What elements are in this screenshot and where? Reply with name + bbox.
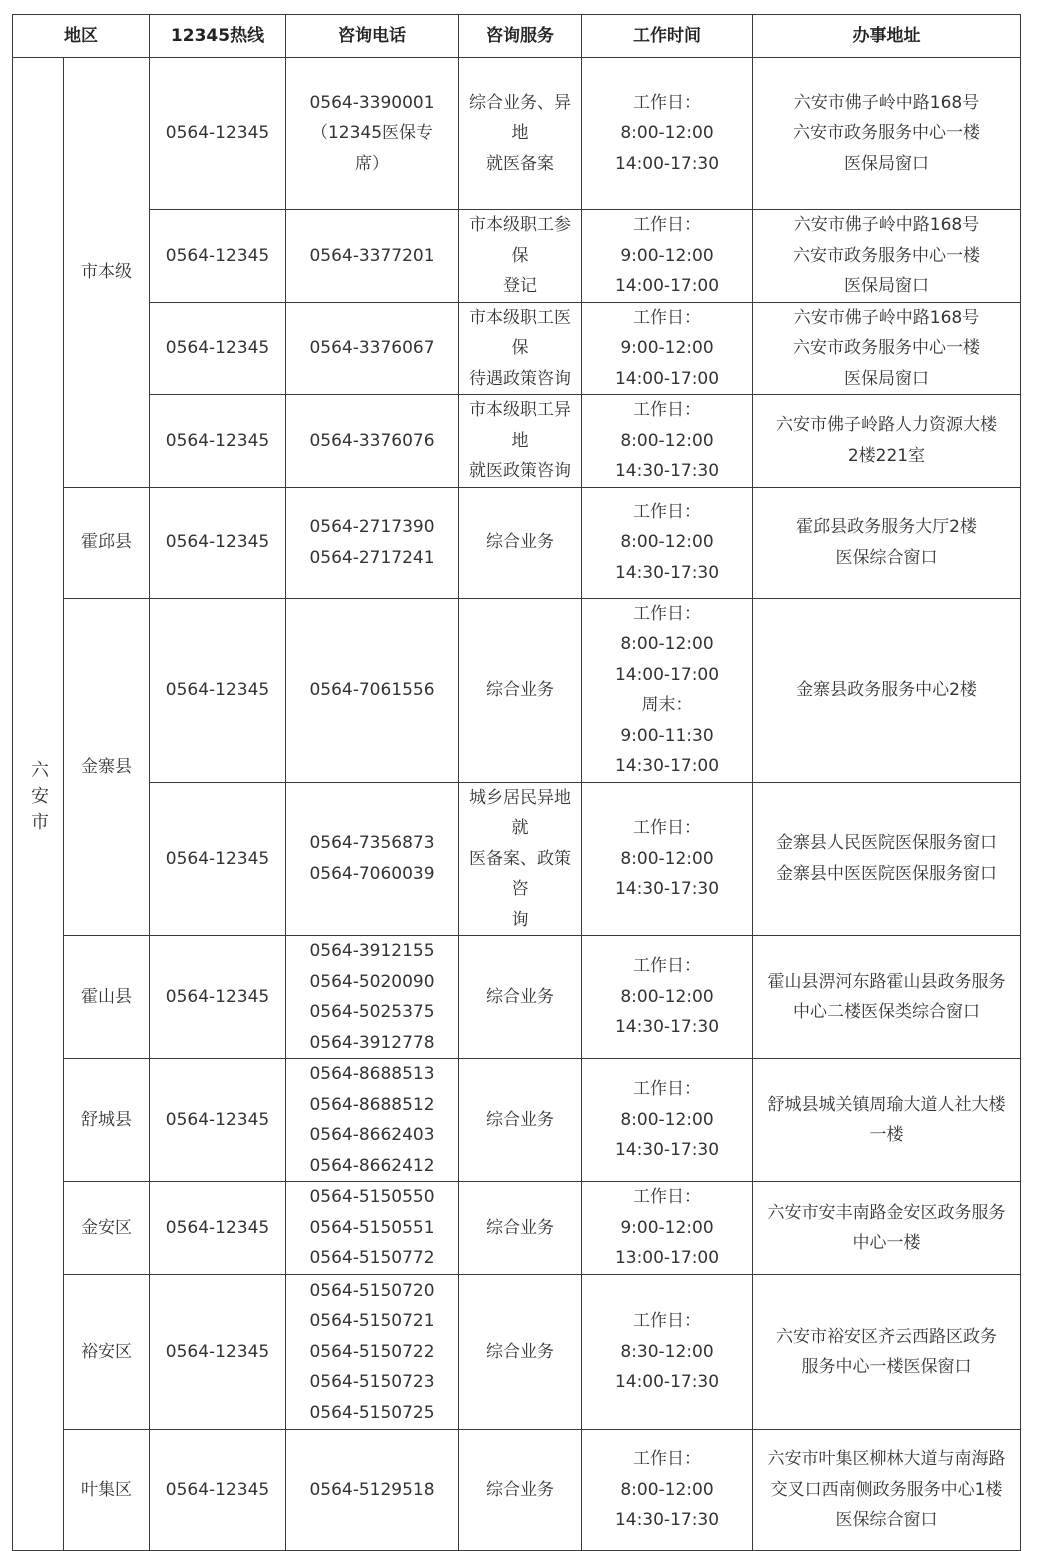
hours-cell-line: 工作日：	[633, 501, 701, 522]
phone-cell-line: 0564-5150772	[309, 1248, 435, 1269]
phone-cell	[286, 1430, 459, 1551]
hours-cell	[582, 210, 753, 303]
hours-cell-line: 工作日：	[633, 956, 701, 977]
service-cell	[459, 302, 582, 395]
service-cell-line: 市本级职工参保	[469, 215, 571, 266]
address-cell-line: 六安市叶集区柳林大道与南海路	[767, 1449, 1006, 1470]
hours-cell-line: 14:00-17:00	[614, 368, 720, 389]
service-cell-line: 综合业务	[486, 1109, 554, 1130]
service-cell	[459, 1059, 582, 1182]
address-cell	[753, 782, 1021, 936]
address-cell	[753, 395, 1021, 488]
address-cell-line: 六安市佛子岭中路168号	[793, 307, 980, 328]
hours-cell-line: 8:00-12:00	[620, 1109, 714, 1130]
table-row	[13, 936, 1021, 1059]
address-cell-line: 六安市政务服务中心一楼	[793, 123, 980, 144]
address-cell-line: 2楼221室	[847, 445, 926, 466]
service-cell	[459, 598, 582, 782]
hotline-cell: 0564-12345	[150, 395, 286, 488]
address-cell-line: 医保局窗口	[844, 368, 929, 389]
phone-cell-line: 0564-5020090	[309, 971, 435, 992]
district-cell: 金寨县	[64, 598, 150, 936]
table-row	[13, 782, 1021, 936]
phone-cell-line: 0564-5150720	[309, 1280, 435, 1301]
address-cell	[753, 1059, 1021, 1182]
address-cell-line: 医保局窗口	[844, 153, 929, 174]
address-cell-line: 金寨县中医医院医保服务窗口	[776, 863, 997, 884]
address-cell-line: 金寨县政务服务中心2楼	[796, 679, 977, 700]
address-cell-line: 六安市政务服务中心一楼	[793, 245, 980, 266]
hours-cell-line: 工作日：	[633, 818, 701, 838]
phone-cell-line: 0564-2717390	[309, 517, 435, 537]
phone-cell-line: 0564-5150725	[309, 1402, 435, 1423]
hours-cell-line: 8:00-12:00	[620, 848, 714, 869]
hours-cell-line: 9:00-11:30	[620, 725, 714, 746]
service-cell	[459, 58, 582, 210]
hotline-cell: 0564-12345	[150, 302, 286, 395]
hours-cell-line: 14:30-17:00	[614, 756, 720, 776]
phone-cell-line: 0564-3376067	[309, 338, 435, 358]
hours-cell-line: 周末：	[641, 695, 693, 715]
phone-cell-line: 0564-8662412	[309, 1155, 435, 1176]
hotline-cell: 0564-12345	[150, 1430, 286, 1551]
hours-cell-line: 8:00-12:00	[620, 123, 714, 144]
phone-cell-line: 0564-3377201	[309, 245, 435, 266]
hours-cell	[582, 1059, 753, 1182]
address-cell-line: 医保局窗口	[844, 276, 929, 296]
address-cell-line: 中心一楼	[852, 1233, 921, 1253]
table-row	[13, 1182, 1021, 1275]
hotline-cell: 0564-12345	[150, 1059, 286, 1182]
phone-cell-line: 0564-5150721	[309, 1311, 435, 1332]
column-header: 12345热线	[150, 15, 286, 58]
hours-cell-line: 9:00-12:00	[620, 245, 714, 266]
hours-cell-line: 工作日：	[633, 1187, 701, 1208]
hours-cell-line: 14:30-17:30	[614, 562, 720, 583]
hours-cell	[582, 936, 753, 1059]
address-cell-line: 金寨县人民医院医保服务窗口	[776, 833, 997, 854]
column-header: 办事地址	[753, 15, 1021, 58]
phone-cell	[286, 302, 459, 395]
hours-cell-line: 8:00-12:00	[620, 1479, 714, 1500]
hotline-cell: 0564-12345	[150, 210, 286, 303]
district-cell: 市本级	[64, 58, 150, 488]
address-cell-line: 六安市裕安区齐云西路区政务	[776, 1326, 997, 1347]
service-cell-line: 综合业务	[486, 532, 554, 553]
column-header: 咨询电话	[286, 15, 459, 58]
header-row	[13, 15, 1021, 58]
hours-cell-line: 9:00-12:00	[620, 1217, 714, 1238]
phone-cell-line: 0564-5129518	[309, 1479, 435, 1500]
hours-cell-line: 工作日：	[633, 307, 701, 328]
service-cell	[459, 1430, 582, 1551]
hotline-cell: 0564-12345	[150, 782, 286, 936]
city-cell	[13, 58, 64, 1551]
hours-cell	[582, 1275, 753, 1430]
service-cell-line: 登记	[503, 276, 537, 296]
address-cell-line: 医保综合窗口	[835, 547, 938, 568]
column-header: 咨询服务	[459, 15, 582, 58]
address-cell-line: 霍山县淠河东路霍山县政务服务	[767, 971, 1006, 992]
phone-cell-line: 0564-3912778	[309, 1032, 435, 1053]
district-cell: 舒城县	[64, 1059, 150, 1182]
hotline-cell: 0564-12345	[150, 598, 286, 782]
phone-cell	[286, 598, 459, 782]
hotline-cell: 0564-12345	[150, 58, 286, 210]
district-cell: 霍山县	[64, 936, 150, 1059]
table-row	[13, 210, 1021, 303]
service-cell	[459, 487, 582, 598]
hours-cell-line: 工作日：	[633, 400, 701, 420]
phone-cell-line: 席）	[355, 153, 389, 174]
service-cell-line: 医备案、政策咨	[469, 848, 571, 899]
hours-cell-line: 工作日：	[633, 603, 701, 624]
phone-cell	[286, 395, 459, 488]
address-cell-line: 医保综合窗口	[835, 1510, 938, 1531]
table-row	[13, 58, 1021, 210]
hotline-cell: 0564-12345	[150, 1275, 286, 1430]
address-cell-line: 六安市安丰南路金安区政务服务	[767, 1202, 1006, 1223]
service-cell-line: 综合业务	[486, 1341, 554, 1362]
phone-cell-line: 0564-7061556	[309, 679, 435, 700]
address-cell	[753, 487, 1021, 598]
service-cell-line: 城乡居民异地就	[469, 787, 571, 838]
hours-cell-line: 14:30-17:30	[614, 1510, 720, 1531]
service-cell	[459, 395, 582, 488]
service-cell	[459, 782, 582, 936]
phone-cell-line: 0564-5150550	[309, 1187, 435, 1208]
service-cell-line: 市本级职工医保	[469, 307, 571, 358]
service-cell-line: 综合业务、异地	[469, 92, 571, 144]
hours-cell-line: 14:30-17:30	[614, 1140, 720, 1161]
hours-cell-line: 工作日：	[633, 92, 701, 113]
phone-cell-line: 0564-3376076	[309, 430, 435, 451]
address-cell-line: 霍邱县政务服务大厅2楼	[796, 517, 977, 537]
service-cell-line: 就医备案	[486, 153, 554, 174]
hours-cell-line: 工作日：	[633, 215, 701, 235]
hours-cell-line: 14:00-17:00	[614, 276, 720, 296]
district-cell: 金安区	[64, 1182, 150, 1275]
medical-insurance-contact-table	[12, 14, 1021, 1551]
service-cell-line: 就医政策咨询	[469, 461, 571, 481]
phone-cell-line: （12345医保专	[310, 123, 434, 144]
hours-cell-line: 14:00-17:30	[614, 1372, 720, 1393]
address-cell-line: 中心二楼医保类综合窗口	[793, 1002, 980, 1022]
address-cell	[753, 1182, 1021, 1275]
table-row	[13, 1059, 1021, 1182]
address-cell	[753, 1430, 1021, 1551]
service-cell-line: 待遇政策咨询	[469, 368, 571, 389]
table-row	[13, 598, 1021, 782]
hours-cell	[582, 598, 753, 782]
phone-cell-line: 0564-3912155	[309, 941, 435, 961]
service-cell-line: 询	[511, 909, 529, 930]
phone-cell	[286, 1182, 459, 1275]
hours-cell-line: 9:00-12:00	[620, 338, 714, 358]
address-cell	[753, 598, 1021, 782]
table-row	[13, 395, 1021, 488]
district-cell: 裕安区	[64, 1275, 150, 1430]
hours-cell-line: 14:30-17:30	[614, 879, 720, 899]
hours-cell-line: 14:00-17:30	[614, 153, 720, 174]
hours-cell	[582, 58, 753, 210]
service-cell-line: 综合业务	[486, 986, 554, 1007]
service-cell	[459, 936, 582, 1059]
phone-cell-line: 0564-7060039	[309, 863, 435, 884]
hours-cell-line: 工作日：	[633, 1311, 701, 1332]
hours-cell-line: 14:30-17:30	[614, 1017, 720, 1038]
column-header: 地区	[13, 15, 150, 58]
hours-cell-line: 8:00-12:00	[620, 986, 714, 1007]
hours-cell-line: 13:00-17:00	[614, 1248, 720, 1269]
address-cell-line: 服务中心一楼医保窗口	[801, 1357, 972, 1377]
service-cell-line: 综合业务	[486, 1217, 554, 1238]
service-cell	[459, 210, 582, 303]
hours-cell-line: 8:30-12:00	[620, 1341, 714, 1362]
table-row	[13, 1275, 1021, 1430]
phone-cell-line: 0564-5150722	[309, 1341, 435, 1362]
column-header: 工作时间	[582, 15, 753, 58]
district-cell: 叶集区	[64, 1430, 150, 1551]
hours-cell-line: 14:00-17:00	[614, 664, 720, 685]
address-cell-line: 交叉口西南侧政务服务中心1楼	[770, 1479, 1003, 1500]
table-row	[13, 1430, 1021, 1551]
phone-cell-line: 0564-5025375	[309, 1002, 435, 1022]
address-cell-line: 六安市政务服务中心一楼	[793, 338, 980, 358]
hours-cell-line: 14:30-17:30	[614, 461, 720, 481]
hours-cell	[582, 487, 753, 598]
hours-cell-line: 8:00-12:00	[620, 634, 714, 654]
phone-cell	[286, 58, 459, 210]
city-label: 六安市	[28, 760, 49, 838]
address-cell	[753, 1275, 1021, 1430]
address-cell-line: 六安市佛子岭路人力资源大楼	[776, 415, 997, 436]
address-cell-line: 六安市佛子岭中路168号	[793, 92, 980, 113]
phone-cell-line: 0564-2717241	[309, 547, 435, 568]
table-row	[13, 302, 1021, 395]
service-cell	[459, 1275, 582, 1430]
phone-cell	[286, 487, 459, 598]
hours-cell-line: 工作日：	[633, 1079, 701, 1100]
hours-cell-line: 8:00-12:00	[620, 430, 714, 451]
service-cell	[459, 1182, 582, 1275]
phone-cell-line: 0564-8688512	[309, 1094, 435, 1115]
table-row	[13, 487, 1021, 598]
hotline-cell: 0564-12345	[150, 487, 286, 598]
address-cell	[753, 302, 1021, 395]
service-cell-line: 市本级职工异地	[469, 400, 571, 451]
address-cell	[753, 936, 1021, 1059]
phone-cell-line: 0564-8688513	[309, 1064, 435, 1084]
phone-cell-line: 0564-5150551	[309, 1217, 435, 1238]
phone-cell	[286, 782, 459, 936]
hotline-cell: 0564-12345	[150, 1182, 286, 1275]
phone-cell-line: 0564-7356873	[309, 833, 435, 854]
address-cell-line: 舒城县城关镇周瑜大道人社大楼	[767, 1094, 1006, 1115]
service-cell-line: 综合业务	[486, 1479, 554, 1500]
district-cell: 霍邱县	[64, 487, 150, 598]
hours-cell	[582, 782, 753, 936]
address-cell	[753, 210, 1021, 303]
phone-cell	[286, 210, 459, 303]
hours-cell	[582, 302, 753, 395]
address-cell	[753, 58, 1021, 210]
phone-cell	[286, 1275, 459, 1430]
address-cell-line: 六安市佛子岭中路168号	[793, 215, 980, 235]
phone-cell	[286, 1059, 459, 1182]
hours-cell-line: 工作日：	[633, 1449, 701, 1470]
service-cell-line: 综合业务	[486, 679, 554, 700]
phone-cell-line: 0564-5150723	[309, 1372, 435, 1393]
phone-cell	[286, 936, 459, 1059]
hours-cell-line: 8:00-12:00	[620, 532, 714, 553]
phone-cell-line: 0564-3390001	[309, 92, 435, 113]
hotline-cell: 0564-12345	[150, 936, 286, 1059]
address-cell-line: 一楼	[869, 1125, 904, 1145]
hours-cell	[582, 1430, 753, 1551]
phone-cell-line: 0564-8662403	[309, 1125, 435, 1145]
hours-cell	[582, 395, 753, 488]
hours-cell	[582, 1182, 753, 1275]
